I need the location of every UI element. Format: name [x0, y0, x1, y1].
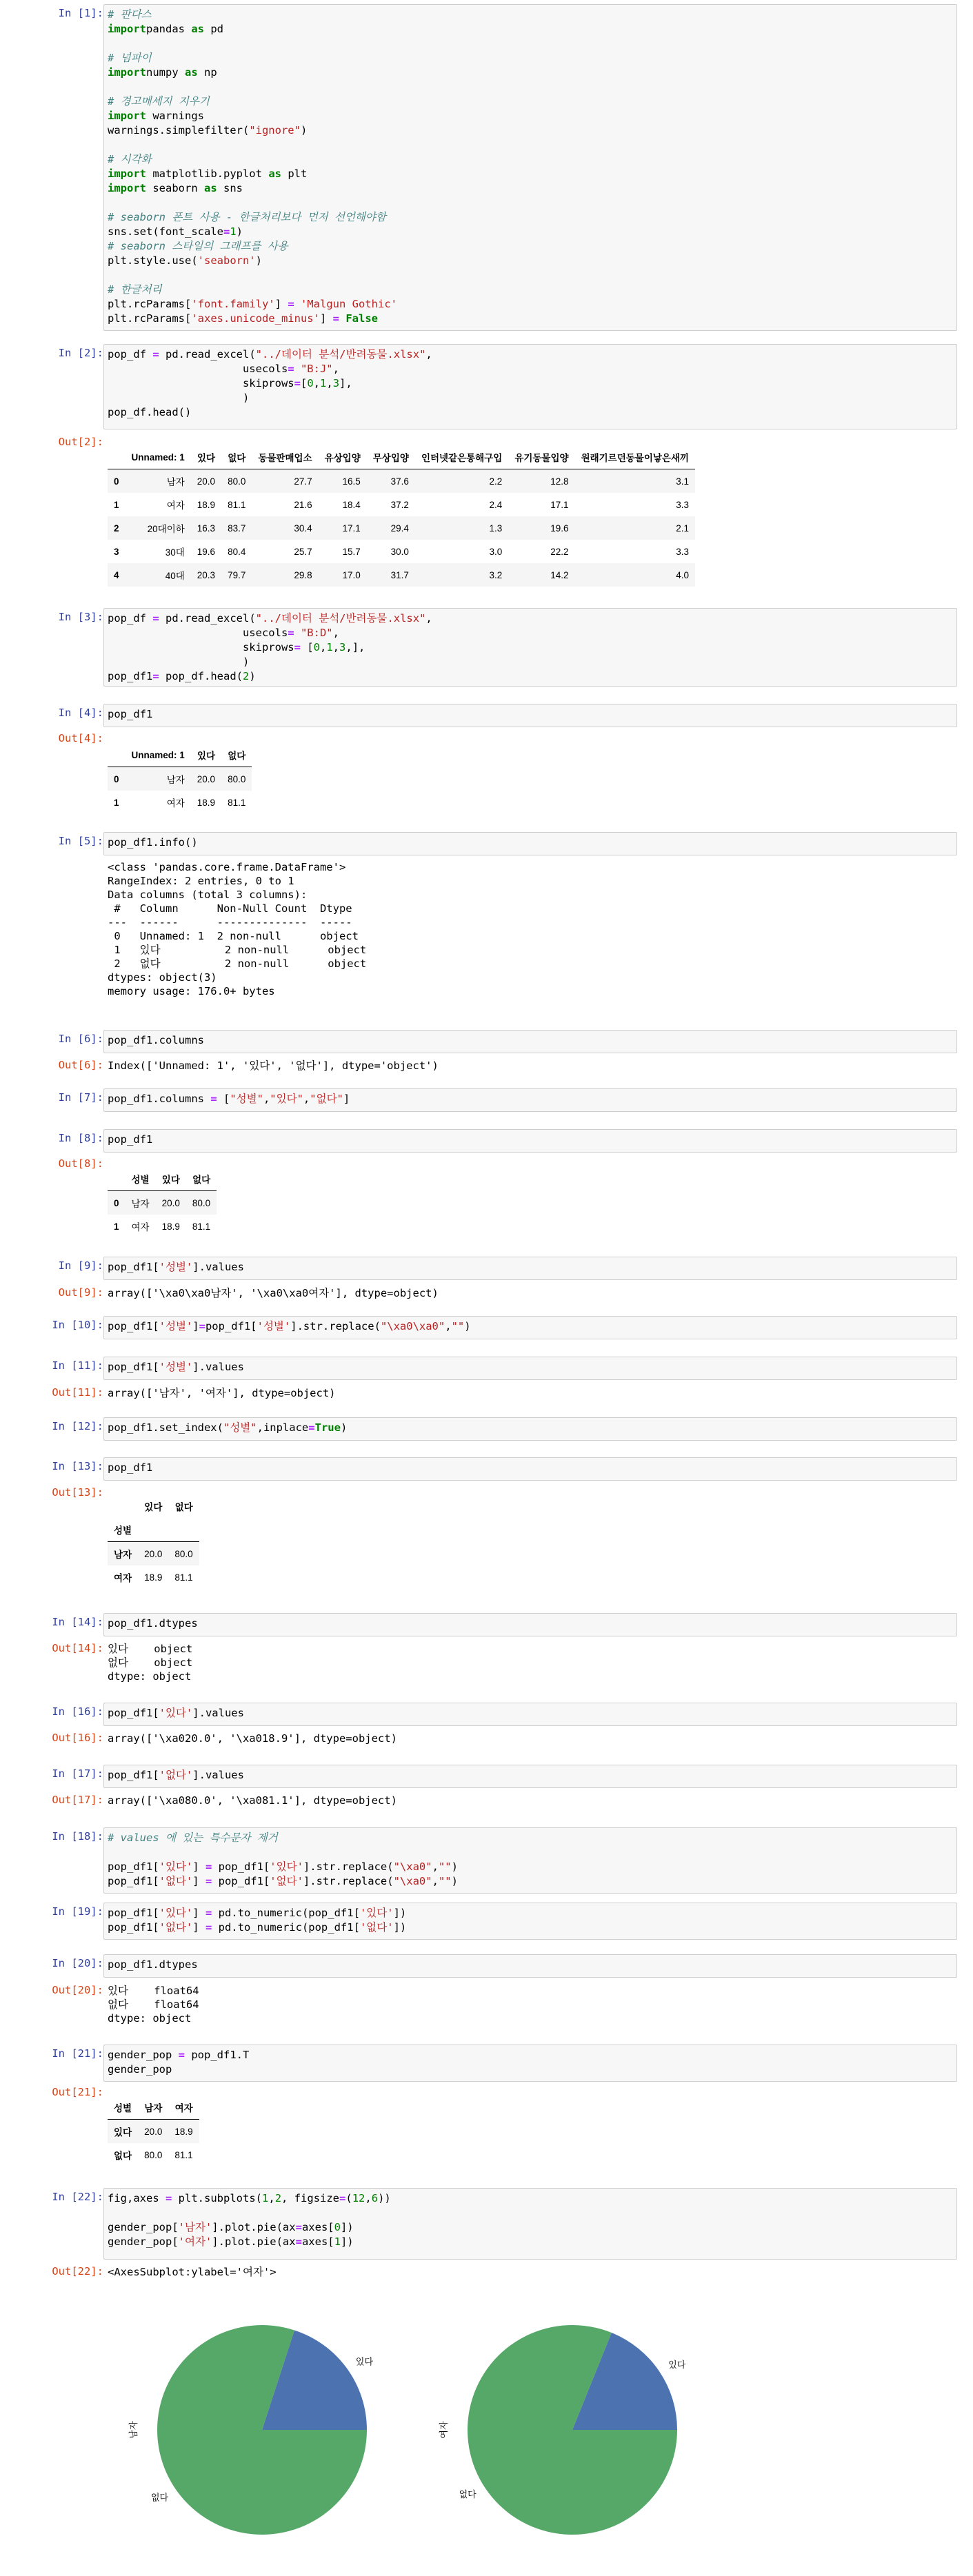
- code-line: gender_pop['남자'].plot.pie(ax=axes[0]): [108, 2221, 354, 2233]
- pie-ylabel: 남자: [129, 2421, 139, 2439]
- input-prompt: In [11]:: [52, 1359, 103, 1372]
- stream-output: <class 'pandas.core.frame.DataFrame'> RangeIndex: 2 entries, 0 to 1 Data columns (total 3 columns): # Column Non-Null Count Dtype --- ------ -------------- ----- 0 Unnamed: 1 2 non-null object 1 있다 2 non-null object 2 없다 2 non-null object dtypes: object(3) memory usage: 176.0+ bytes: [108, 861, 367, 997]
- column-header: [108, 445, 126, 469]
- table-cell: 81.1: [192, 1221, 211, 1232]
- table-cell: 2.2: [489, 476, 503, 487]
- table-cell: 여자: [166, 798, 185, 809]
- code-line: importnumpy as np: [108, 66, 217, 79]
- code-line: # 시각화: [108, 153, 152, 165]
- table-cell: 18.9: [174, 2126, 193, 2137]
- table-cell: 20.3: [197, 569, 216, 580]
- code-line: [108, 2206, 953, 2220]
- table-cell: 4.0: [676, 569, 690, 580]
- row-index: 4: [114, 569, 119, 580]
- output-prompt: Out[13]:: [52, 1486, 103, 1499]
- code-cell[interactable]: [103, 832, 957, 855]
- output-prompt: Out[16]:: [52, 1732, 103, 1744]
- output-text: array(['남자', '여자'], dtype=object): [108, 1387, 336, 1399]
- table-cell: 3.2: [489, 569, 503, 580]
- table-cell: 81.1: [228, 797, 246, 808]
- input-prompt: In [21]:: [52, 2047, 103, 2060]
- table-cell: 16.3: [197, 523, 216, 534]
- code-line: pop_df1['있다'].values: [108, 1707, 244, 1719]
- pie-chart-male: [103, 2289, 421, 2571]
- code-line: pop_df1.columns = ["성별","있다","없다"]: [108, 1093, 350, 1105]
- code-line: ): [108, 392, 250, 404]
- input-prompt: In [13]:: [52, 1460, 103, 1472]
- input-prompt: In [9]:: [58, 1259, 103, 1272]
- table-row: [108, 563, 695, 587]
- pie-chart-female: [414, 2289, 731, 2571]
- output-prompt: Out[22]:: [52, 2265, 103, 2278]
- table-cell: 18.9: [197, 499, 216, 510]
- code-cell[interactable]: [103, 1703, 957, 1726]
- table-cell: 17.1: [342, 523, 361, 534]
- pie-label: 있다: [355, 2357, 374, 2368]
- column-header: 유기동물입양: [508, 445, 574, 469]
- table-cell: 27.7: [294, 476, 312, 487]
- code-line: gender_pop = pop_df1.T: [108, 2049, 250, 2061]
- table-cell: 30대: [165, 547, 185, 558]
- row-index: 2: [114, 523, 119, 534]
- table-row: [108, 1191, 217, 1215]
- table-cell: 80.0: [174, 1548, 193, 1559]
- code-cell[interactable]: [103, 2045, 957, 2082]
- output-prompt: Out[9]:: [58, 1286, 103, 1299]
- table-cell: 25.7: [294, 546, 312, 557]
- code-line: # seaborn 폰트 사용 - 한글처리보다 먼저 선언해야함: [108, 211, 386, 223]
- table-cell: 1.3: [489, 523, 503, 534]
- code-cell[interactable]: [103, 1954, 957, 1978]
- row-index: 0: [114, 773, 119, 784]
- column-header: 원래기르던동물이낳은새끼: [575, 445, 696, 469]
- input-prompt: In [22]:: [52, 2191, 103, 2203]
- table-cell: 17.1: [550, 499, 569, 510]
- code-line: usecols= "B:J",: [108, 363, 339, 375]
- table-cell: 남자: [131, 1199, 150, 1209]
- input-prompt: In [3]:: [58, 611, 103, 623]
- column-header: 남자: [138, 2096, 168, 2120]
- table-cell: 80.0: [144, 2149, 163, 2160]
- code-cell[interactable]: [103, 1030, 957, 1053]
- input-prompt: In [14]:: [52, 1616, 103, 1628]
- table-cell: 16.5: [342, 476, 361, 487]
- pie-label: 없다: [150, 2493, 169, 2504]
- code-line: ): [108, 656, 250, 668]
- dataframe-table: [108, 743, 252, 814]
- code-line: pop_df1= pop_df.head(2): [108, 670, 256, 682]
- table-row: [108, 1215, 217, 1238]
- pie-ylabel: 여자: [439, 2421, 450, 2439]
- code-line: pop_df1.dtypes: [108, 1617, 198, 1630]
- table-cell: 여자: [166, 500, 185, 511]
- input-prompt: In [4]:: [58, 707, 103, 719]
- row-index: 1: [114, 1221, 119, 1232]
- column-header: 없다: [174, 1502, 193, 1512]
- row-index: 없다: [114, 2151, 132, 2161]
- column-header: 성별: [108, 2096, 138, 2120]
- table-row: [108, 516, 695, 540]
- code-cell[interactable]: [103, 4, 957, 331]
- table-row: [108, 2143, 199, 2167]
- code-line: pop_df1['성별'].values: [108, 1361, 244, 1373]
- output-prompt: Out[6]:: [58, 1059, 103, 1071]
- table-cell: 29.4: [390, 523, 409, 534]
- table-cell: 3.1: [676, 476, 690, 487]
- table-row: [108, 540, 695, 563]
- code-line: pop_df = pd.read_excel("../데이터 분석/반려동물.xlsx",: [108, 348, 432, 361]
- output-text: 있다 object 없다 object dtype: object: [108, 1643, 193, 1683]
- code-line: warnings.simplefilter("ignore"): [108, 124, 308, 136]
- code-line: pop_df1: [108, 708, 153, 720]
- code-line: pop_df1['성별']=pop_df1['성별'].str.replace("\xa0\xa0",""): [108, 1320, 471, 1332]
- table-cell: 40대: [165, 571, 185, 581]
- table-row: [108, 767, 252, 791]
- dataframe-table: [108, 1167, 217, 1238]
- code-line: # 판다스: [108, 8, 152, 21]
- code-line: plt.style.use('seaborn'): [108, 254, 262, 267]
- code-line: import warnings: [108, 110, 204, 122]
- column-header: 여자: [168, 2096, 199, 2120]
- table-cell: 18.9: [161, 1221, 180, 1232]
- input-prompt: In [5]:: [58, 835, 103, 847]
- code-line: plt.rcParams['font.family'] = 'Malgun Gothic': [108, 298, 397, 310]
- column-header: 없다: [186, 1167, 217, 1191]
- code-cell[interactable]: [103, 704, 957, 727]
- input-prompt: In [12]:: [52, 1420, 103, 1432]
- code-line: # 경고메세지 지우기: [108, 95, 210, 108]
- dataframe-table: [108, 1494, 199, 1589]
- code-line: [108, 37, 953, 51]
- code-line: pop_df1: [108, 1133, 153, 1146]
- code-line: # 한글처리: [108, 283, 162, 296]
- table-cell: 29.8: [294, 569, 312, 580]
- row-index: 여자: [114, 1573, 132, 1583]
- column-header: 있다: [191, 743, 221, 767]
- code-line: import seaborn as sns: [108, 182, 243, 194]
- code-cell[interactable]: [103, 1457, 957, 1481]
- index-name-header: 성별: [108, 1518, 138, 1542]
- table-cell: 15.7: [342, 546, 361, 557]
- table-cell: 20대이하: [147, 524, 185, 534]
- code-line: pop_df1.columns: [108, 1034, 204, 1046]
- table-cell: 83.7: [228, 523, 246, 534]
- dataframe-table: [108, 445, 695, 587]
- code-line: pop_df1.dtypes: [108, 1958, 198, 1971]
- output-text: array(['\xa020.0', '\xa018.9'], dtype=object): [108, 1732, 397, 1745]
- output-text: <AxesSubplot:ylabel='여자'>: [108, 2266, 277, 2278]
- table-row: [108, 493, 695, 516]
- table-cell: 남자: [166, 477, 185, 487]
- code-line: skiprows=[0,1,3],: [108, 377, 352, 389]
- code-cell[interactable]: [103, 1129, 957, 1153]
- code-line: skiprows= [0,1,3,],: [108, 641, 365, 653]
- code-cell[interactable]: [103, 1257, 957, 1280]
- table-cell: 22.2: [550, 546, 569, 557]
- row-index: 1: [114, 499, 119, 510]
- column-header: Unnamed: 1: [126, 743, 191, 767]
- code-cell[interactable]: [103, 1613, 957, 1636]
- row-index: 0: [114, 476, 119, 487]
- table-cell: 20.0: [197, 476, 216, 487]
- code-line: [108, 138, 953, 152]
- dataframe-table: [108, 2096, 199, 2167]
- code-cell[interactable]: [103, 1316, 957, 1339]
- code-line: plt.rcParams['axes.unicode_minus'] = False: [108, 312, 378, 325]
- table-cell: 여자: [131, 1222, 150, 1233]
- column-header: 없다: [221, 445, 252, 469]
- code-line: pop_df1['없다'] = pop_df1['없다'].str.replace("\xa0",""): [108, 1875, 458, 1887]
- input-prompt: In [19]:: [52, 1905, 103, 1918]
- table-cell: 18.9: [197, 797, 216, 808]
- code-cell[interactable]: [103, 2188, 957, 2260]
- table-row: [108, 1542, 199, 1566]
- table-cell: 17.0: [342, 569, 361, 580]
- row-index: 남자: [114, 1550, 132, 1560]
- code-line: pop_df1: [108, 1461, 153, 1474]
- column-header: 성별: [126, 1167, 156, 1191]
- output-prompt: Out[17]:: [52, 1794, 103, 1806]
- input-prompt: In [16]:: [52, 1705, 103, 1718]
- table-cell: 20.0: [197, 773, 216, 784]
- table-cell: 37.2: [390, 499, 409, 510]
- code-cell[interactable]: [103, 1827, 957, 1894]
- table-cell: 3.0: [489, 546, 503, 557]
- table-cell: 3.3: [676, 546, 690, 557]
- row-index: 있다: [114, 2127, 132, 2138]
- table-cell: 30.0: [390, 546, 409, 557]
- code-line: [108, 80, 953, 94]
- code-line: [108, 196, 953, 210]
- table-cell: 18.9: [144, 1572, 163, 1583]
- table-cell: 14.2: [550, 569, 569, 580]
- empty-header: [168, 1518, 199, 1542]
- table-cell: 12.8: [550, 476, 569, 487]
- output-prompt: Out[4]:: [58, 732, 103, 744]
- input-prompt: In [8]:: [58, 1132, 103, 1144]
- code-line: pop_df1['없다'] = pd.to_numeric(pop_df1['없다']): [108, 1921, 407, 1934]
- code-cell[interactable]: [103, 344, 957, 429]
- code-line: pop_df1.info(): [108, 836, 198, 849]
- code-line: sns.set(font_scale=1): [108, 225, 243, 238]
- code-cell[interactable]: [103, 1903, 957, 1940]
- table-cell: 남자: [166, 775, 185, 785]
- code-line: # seaborn 스타일의 그래프를 사용: [108, 240, 288, 252]
- table-cell: 31.7: [390, 569, 409, 580]
- row-index: 3: [114, 546, 119, 557]
- row-index: 0: [114, 1197, 119, 1208]
- input-prompt: In [7]:: [58, 1091, 103, 1104]
- output-prompt: Out[8]:: [58, 1157, 103, 1170]
- column-header: 무상입양: [367, 445, 415, 469]
- code-line: usecols= "B:D",: [108, 627, 339, 639]
- output-prompt: Out[14]:: [52, 1642, 103, 1654]
- code-line: pop_df1['있다'] = pd.to_numeric(pop_df1['있다']): [108, 1907, 407, 1919]
- output-text: array(['\xa080.0', '\xa081.1'], dtype=object): [108, 1794, 397, 1807]
- table-cell: 2.1: [676, 523, 690, 534]
- output-text: 있다 float64 없다 float64 dtype: object: [108, 1985, 199, 2025]
- output-prompt: Out[2]:: [58, 436, 103, 448]
- output-prompt: Out[20]:: [52, 1984, 103, 1996]
- code-line: pop_df1['없다'].values: [108, 1769, 244, 1781]
- column-header: 동물판매업소: [252, 445, 318, 469]
- table-cell: 19.6: [550, 523, 569, 534]
- column-header: 유상입양: [319, 445, 367, 469]
- column-header: 없다: [221, 743, 252, 767]
- table-cell: 81.1: [174, 2149, 193, 2160]
- column-header: [108, 743, 126, 767]
- column-header: [108, 1167, 126, 1191]
- input-prompt: In [20]:: [52, 1957, 103, 1969]
- code-cell[interactable]: [103, 1765, 957, 1788]
- table-cell: 80.4: [228, 546, 246, 557]
- input-prompt: In [18]:: [52, 1830, 103, 1843]
- output-prompt: Out[11]:: [52, 1386, 103, 1399]
- code-line: pop_df1['있다'] = pop_df1['있다'].str.replace("\xa0",""): [108, 1860, 458, 1873]
- output-text: Index(['Unnamed: 1', '있다', '없다'], dtype='object'): [108, 1059, 439, 1072]
- table-cell: 21.6: [294, 499, 312, 510]
- pie-svg: [414, 2289, 731, 2571]
- table-cell: 80.0: [228, 773, 246, 784]
- input-prompt: In [1]:: [58, 7, 103, 19]
- table-cell: 20.0: [144, 1548, 163, 1559]
- row-index: 1: [114, 797, 119, 808]
- column-header: 있다: [191, 445, 221, 469]
- table-cell: 18.4: [342, 499, 361, 510]
- code-line: pop_df1['성별'].values: [108, 1261, 244, 1273]
- code-cell[interactable]: [103, 1357, 957, 1380]
- table-cell: 30.4: [294, 523, 312, 534]
- column-header: [108, 1494, 138, 1518]
- column-header: Unnamed: 1: [126, 445, 191, 469]
- pie-label: 없다: [459, 2489, 477, 2500]
- code-line: pop_df.head(): [108, 406, 192, 418]
- code-cell[interactable]: [103, 1417, 957, 1441]
- table-row: [108, 2120, 199, 2144]
- code-line: pop_df1.set_index("성별",inplace=True): [108, 1421, 348, 1434]
- table-cell: 20.0: [161, 1197, 180, 1208]
- column-header: 있다: [156, 1167, 186, 1191]
- code-line: gender_pop['여자'].plot.pie(ax=axes[1]): [108, 2235, 354, 2248]
- code-line: # 넘파이: [108, 52, 152, 64]
- column-header: 인터넷같은통해구입: [415, 445, 508, 469]
- code-line: # values 에 있는 특수문자 제거: [108, 1832, 278, 1844]
- code-line: [108, 1845, 953, 1860]
- input-prompt: In [17]:: [52, 1767, 103, 1780]
- table-cell: 20.0: [144, 2126, 163, 2137]
- pie-label: 있다: [668, 2360, 686, 2371]
- table-cell: 3.3: [676, 499, 690, 510]
- output-text: array(['\xa0\xa0남자', '\xa0\xa0여자'], dtype=object): [108, 1287, 439, 1299]
- table-row: [108, 469, 695, 494]
- code-line: gender_pop: [108, 2063, 172, 2076]
- table-cell: 2.4: [489, 499, 503, 510]
- code-cell[interactable]: [103, 608, 957, 687]
- code-line: [108, 268, 953, 283]
- empty-header: [138, 1518, 168, 1542]
- table-cell: 80.0: [228, 476, 246, 487]
- table-cell: 81.1: [228, 499, 246, 510]
- table-cell: 81.1: [174, 1572, 193, 1583]
- table-cell: 19.6: [197, 546, 216, 557]
- output-prompt: Out[21]:: [52, 2086, 103, 2098]
- code-line: fig,axes = plt.subplots(1,2, figsize=(12,6)): [108, 2192, 391, 2204]
- table-row: [108, 791, 252, 814]
- code-cell[interactable]: [103, 1088, 957, 1112]
- table-row: [108, 1565, 199, 1589]
- input-prompt: In [6]:: [58, 1033, 103, 1045]
- table-cell: 37.6: [390, 476, 409, 487]
- input-prompt: In [2]:: [58, 347, 103, 359]
- table-cell: 80.0: [192, 1197, 211, 1208]
- code-line: import matplotlib.pyplot as plt: [108, 168, 308, 180]
- code-line: importpandas as pd: [108, 23, 223, 35]
- code-line: pop_df = pd.read_excel("../데이터 분석/반려동물.xlsx",: [108, 612, 432, 625]
- pie-svg: [103, 2289, 421, 2571]
- column-header: 있다: [144, 1502, 163, 1512]
- table-cell: 79.7: [228, 569, 246, 580]
- input-prompt: In [10]:: [52, 1319, 103, 1331]
